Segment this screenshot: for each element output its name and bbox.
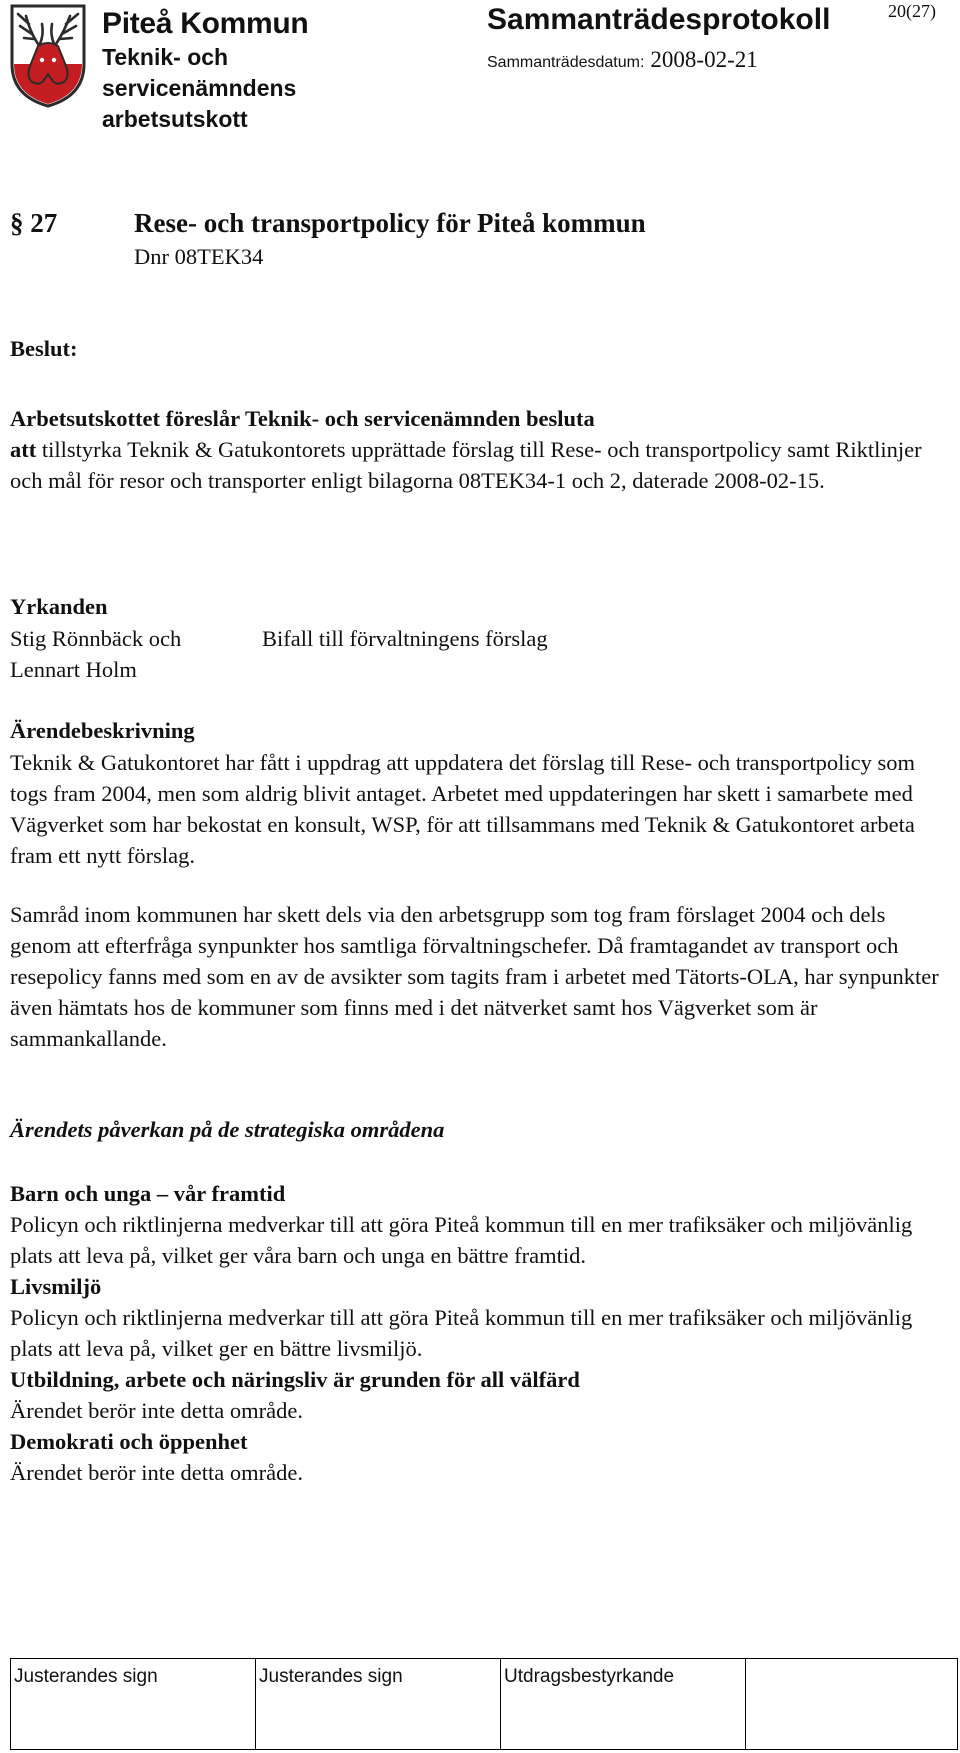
section-number: § 27 bbox=[10, 208, 58, 238]
signature-table bbox=[10, 1658, 958, 1750]
description-label: Ärendebeskrivning bbox=[10, 718, 195, 743]
decision-label: Beslut: bbox=[10, 336, 78, 361]
committee-line: arbetsutskott bbox=[102, 106, 248, 132]
document-type: Sammanträdesprotokoll bbox=[487, 3, 831, 36]
signature-cell: Justerandes sign bbox=[11, 1659, 256, 1749]
impact-area-title: Demokrati och öppenhet bbox=[10, 1429, 248, 1454]
decision-proposal: tillstyrka Teknik & Gatukontorets upprättade förslag till Rese- och transportpolicy samt Riktlinjer och mål för resor och transporter enligt bilagorna 08TEK34-1 och 2, daterade 2008-02-15. bbox=[10, 437, 922, 493]
impact-area-title: Barn och unga – vår framtid bbox=[10, 1181, 286, 1206]
section-heading bbox=[10, 206, 646, 240]
description-paragraph: Teknik & Gatukontoret har fått i uppdrag att uppdatera det förslag till Rese- och transportpolicy som togs fram 2004, men som aldrig blivit antaget. Arbetet med uppdateringen har skett i samarbete med Vägverket som har bekostat en konsult, WSP, för att tillsammans med Teknik & Gatukontoret arbeta fram ett nytt förslag. bbox=[10, 750, 916, 868]
committee-name bbox=[102, 42, 362, 135]
meeting-date-label: Sammanträdesdatum: bbox=[487, 54, 645, 71]
description-paragraph: Samråd inom kommunen har skett dels via den arbetsgrupp som tog fram förslaget 2004 och dels genom att efterfråga synpunkter hos samtliga förvaltningschefer. Då framtagandet av transport och resepolicy fanns med som en av de avsikter som tagits fram i arbetet med Tätorts-OLA, har synpunkter även hämtats hos de kommuner som finns med i det nätverket samt hos Vägverket som är sammankallande. bbox=[10, 902, 939, 1051]
organization-name: Piteå Kommun bbox=[102, 7, 309, 40]
signature-cell bbox=[746, 1659, 957, 1749]
decision-intro: Arbetsutskottet föreslår Teknik- och servicenämnden besluta bbox=[10, 406, 595, 431]
meeting-date: 2008-02-21 bbox=[650, 47, 758, 72]
impact-area-text: Policyn och riktlinjerna medverkar till att göra Piteå kommun till en mer trafiksäker och miljövänlig plats att leva på, vilket ger en bättre livsmiljö. bbox=[10, 1305, 913, 1361]
impact-area-text: Ärendet berör inte detta område. bbox=[10, 1398, 303, 1423]
impact-area-text: Policyn och riktlinjerna medverkar till att göra Piteå kommun till en mer trafiksäker och miljövänlig plats att leva på, vilket ger våra barn och unga en bättre framtid. bbox=[10, 1212, 913, 1268]
impact-area-text: Ärendet berör inte detta område. bbox=[10, 1460, 303, 1485]
impact-areas bbox=[10, 1178, 950, 1488]
impact-area-title: Utbildning, arbete och näringsliv är grunden för all välfärd bbox=[10, 1367, 580, 1392]
case-reference: Dnr 08TEK34 bbox=[134, 244, 264, 269]
decision-text bbox=[10, 403, 950, 496]
impact-heading: Ärendets påverkan på de strategiska områdena bbox=[10, 1117, 445, 1142]
signature-cell: Utdragsbestyrkande bbox=[501, 1659, 746, 1749]
motions-label: Yrkanden bbox=[10, 594, 108, 619]
meeting-date-row bbox=[487, 47, 758, 76]
decision-body bbox=[10, 434, 950, 496]
motion-content: Bifall till förvaltningens förslag bbox=[262, 626, 548, 651]
signature-cell: Justerandes sign bbox=[256, 1659, 501, 1749]
committee-line: Teknik- och bbox=[102, 44, 229, 70]
motion-proposers: Stig Rönnbäck och Lennart Holm bbox=[10, 626, 182, 682]
page-number: 20(27) bbox=[888, 1, 936, 21]
coat-of-arms-icon bbox=[12, 6, 84, 106]
att-word: att bbox=[10, 437, 37, 462]
impact-area-title: Livsmiljö bbox=[10, 1274, 102, 1299]
section-title: Rese- och transportpolicy för Piteå kommun bbox=[134, 208, 646, 238]
committee-line: servicenämndens bbox=[102, 75, 297, 101]
municipality-logo bbox=[8, 4, 88, 108]
